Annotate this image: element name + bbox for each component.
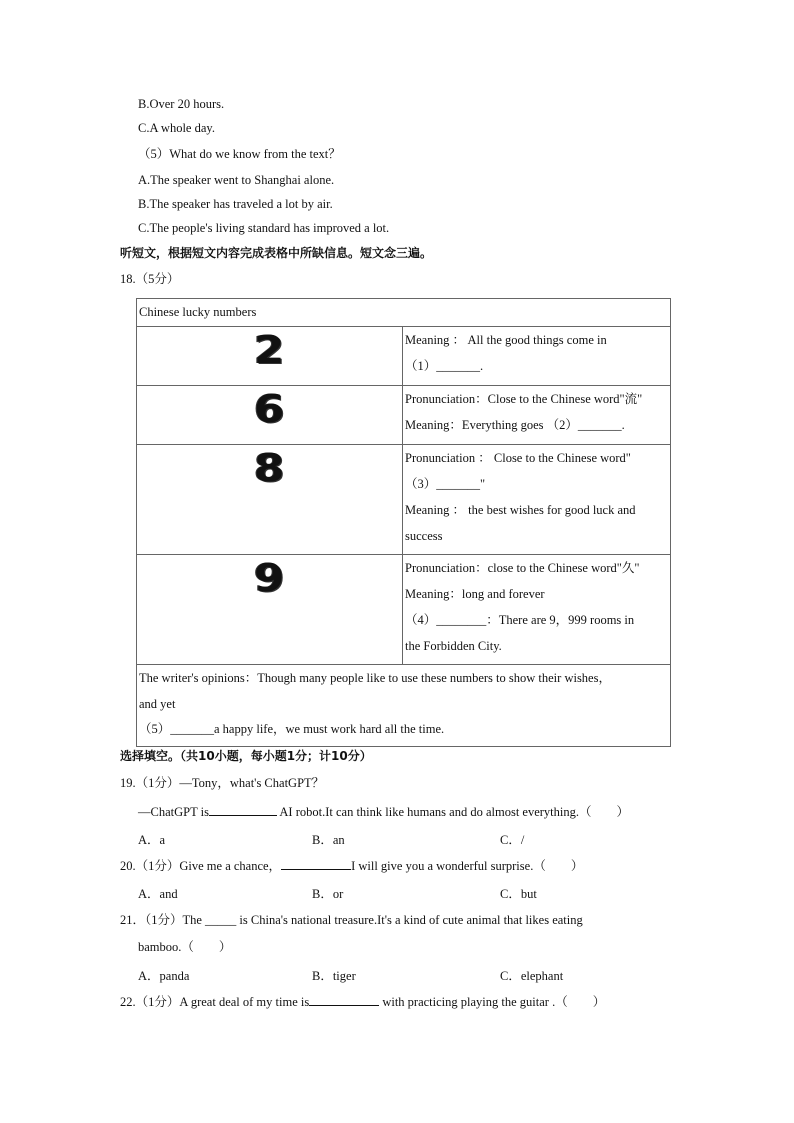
table-row	[137, 327, 671, 386]
row-8-text: Pronunciation ： Close to the Chinese word" （3）_______" Meaning ： the best wishes for good luck and success	[403, 445, 671, 555]
q17-option-c: C.A whole day.	[138, 121, 215, 135]
q20-option-b: B．or	[312, 887, 344, 901]
q19-option-b: B．an	[312, 833, 345, 847]
table-title: Chinese lucky numbers	[137, 299, 671, 327]
q19-option-c: C．/	[500, 833, 525, 847]
number-image-9: 9	[137, 555, 403, 665]
q22-blank	[309, 993, 379, 1006]
writer-opinions: The writer's opinions：Though many people like to use these numbers to show their wishes， and yet （5）_______a happy life，we must work hard all the time.	[137, 665, 671, 747]
q17-5-option-b: B.The speaker has traveled a lot by air.	[138, 197, 333, 211]
table-row	[137, 386, 671, 445]
q17-5-option-c: C.The people's living standard has improved a lot.	[138, 221, 390, 235]
row-9-text: Pronunciation：close to the Chinese word"久" Meaning：long and forever （4）________：There are 9，999 rooms in the Forbidden City.	[403, 555, 671, 665]
q17-5-option-a: A.The speaker went to Shanghai alone.	[138, 173, 335, 187]
q19-line2: —ChatGPT is AI robot.It can think like humans and do almost everything.（ ）	[138, 805, 629, 819]
q19-blank	[209, 803, 277, 816]
q21-option-b: B．tiger	[312, 969, 356, 983]
number-image-8: 8	[137, 445, 403, 555]
table-row	[137, 555, 671, 665]
row-6-text: Pronunciation：Close to the Chinese word"流" Meaning：Everything goes （2）_______.	[403, 386, 671, 445]
row-2-text: Meaning ： All the good things come in （1）_______.	[403, 327, 671, 386]
table-row	[137, 445, 671, 555]
q21-stem-line2: bamboo.（ ）	[138, 940, 232, 954]
q21-stem-line1: 21．（1分）The _____ is China's national treasure.It's a kind of cute animal that likes eating	[120, 913, 583, 927]
q17-option-b: B.Over 20 hours.	[138, 97, 225, 111]
lucky-numbers-table	[136, 298, 671, 747]
q17-5-stem: （5）What do we know from the text？	[138, 147, 341, 161]
q20-option-a: A．and	[138, 887, 178, 901]
q21-option-a: A．panda	[138, 969, 190, 983]
q21-option-c: C．elephant	[500, 969, 564, 983]
section-heading-choice: 选择填空。（共10小题，每小题1分；计10分）	[120, 749, 372, 763]
q20-blank	[281, 857, 351, 870]
q22-stem: 22.（1分）A great deal of my time is with practicing playing the guitar .（ ）	[120, 995, 606, 1009]
q18-label: 18.（5分）	[120, 272, 180, 286]
table-row	[137, 665, 671, 747]
number-image-6: 6	[137, 386, 403, 445]
q20-stem: 20.（1分）Give me a chance， I will give you a wonderful surprise.（ ）	[120, 859, 584, 873]
number-image-2: 2	[137, 327, 403, 386]
q19-option-a: A．a	[138, 833, 166, 847]
q19-stem: 19.（1分）—Tony，what's ChatGPT？	[120, 776, 325, 790]
section-heading-listening: 听短文，根据短文内容完成表格中所缺信息。短文念三遍。	[120, 246, 433, 260]
q20-option-c: C．but	[500, 887, 537, 901]
